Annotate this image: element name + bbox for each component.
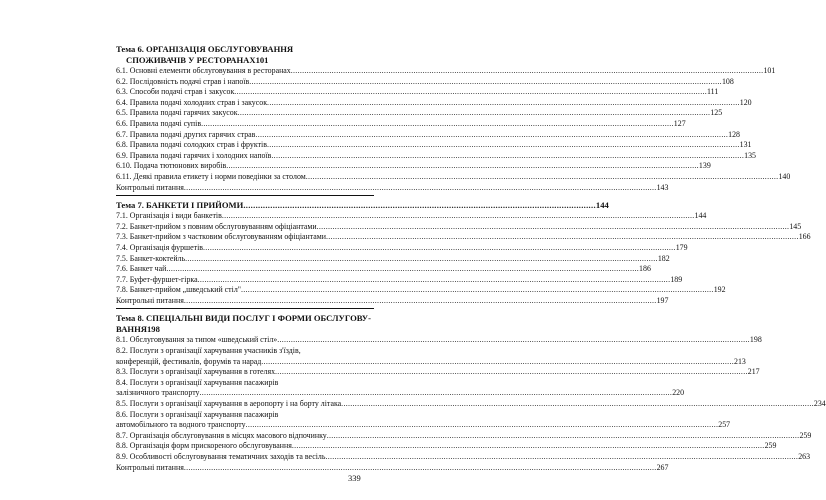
toc-entry-title: 8.2. Послуги з організації харчування учасників з'їздів, (116, 346, 301, 356)
toc-entry-title: 6.5. Правила подачі гарячих закусок (116, 108, 238, 118)
section-heading (116, 44, 374, 66)
section-heading-line1: Тема 7. БАНКЕТИ І ПРИЙОМИ (116, 200, 244, 211)
section-items (116, 211, 811, 306)
toc-entry-title: 6.7. Правила подачі других гарячих страв (116, 129, 256, 139)
toc-entry-page: 125 (710, 108, 723, 118)
toc-entry-title: 7.2. Банкет-прийом з повним обслуговуванням офіціантами (116, 221, 317, 231)
toc-entry (116, 295, 669, 307)
toc-entry (116, 420, 731, 431)
toc-entry-page: 135 (744, 150, 756, 160)
toc-entry (116, 335, 762, 346)
section-6 (116, 44, 791, 193)
toc-entry (116, 253, 670, 265)
toc-entry (116, 410, 374, 421)
section-heading-line2: ВАННЯ (116, 324, 147, 335)
toc-entry (116, 242, 688, 254)
toc-entry (116, 399, 826, 410)
section-8 (116, 313, 826, 473)
toc-entry-title: 7.3. Банкет-прийом з частковим обслуговуванням офіціантами (116, 232, 327, 242)
toc-entry (116, 221, 802, 233)
toc-leader-dots (291, 66, 764, 77)
toc-entry (116, 171, 791, 183)
toc-entry (116, 367, 760, 378)
toc-entry-title: 6.4. Правила подачі холодних страв і закусок (116, 97, 268, 107)
toc-entry-title: 6.1. Основні елементи обслуговування в ресторанах (116, 66, 291, 75)
toc-entry-page: 220 (672, 388, 685, 398)
toc-entry-title: 6.9. Правила подачі гарячих і холодних напоїв (116, 150, 272, 160)
toc-entry (116, 388, 685, 399)
toc-entry-page: 144 (694, 211, 707, 221)
toc-leader-dots (185, 254, 658, 265)
toc-entry-title: 7.7. Буфет-фуршет-гірка (116, 274, 198, 284)
toc-entry-title: 7.4. Організація фуршетів (116, 242, 203, 252)
toc-leader-dots (203, 243, 676, 254)
toc-leader-dots (261, 357, 734, 368)
section-items (116, 66, 791, 193)
toc-entry-page: 217 (747, 367, 760, 377)
toc-entry (116, 161, 711, 172)
toc-leader-dots (271, 151, 744, 162)
toc-leader-dots (325, 452, 798, 463)
section-items (116, 335, 826, 473)
toc-entry-title: 8.1. Обслуговування за типом «шведський стіл» (116, 335, 278, 345)
toc-entry (116, 232, 811, 243)
toc-leader-dots (166, 264, 639, 275)
page-number: 339 (348, 473, 361, 483)
toc-entry-page: 189 (670, 274, 683, 284)
toc-entry-page: 197 (656, 295, 669, 305)
toc-entry-title: 6.6. Правила подачі супів (116, 118, 202, 128)
toc-entry-title: 6.8. Правила подачі солодких страв і фруктів (116, 140, 267, 150)
toc-entry-page: 120 (739, 97, 752, 107)
section-heading-page: 144 (595, 200, 609, 211)
toc-leader-dots (234, 87, 707, 98)
toc-entry-page: 179 (675, 242, 688, 252)
toc-entry (116, 452, 811, 463)
toc-leader-dots (267, 98, 740, 109)
toc-entry-page: 108 (721, 76, 734, 86)
section-heading-line2: СПОЖИВАЧІВ У РЕСТОРАНАХ (126, 55, 256, 65)
toc-entry-title: 7.1. Організація і види банкетів (116, 211, 222, 221)
toc-entry-title: автомобільного та водного транспорту (116, 420, 246, 430)
toc-leader-dots (201, 119, 674, 130)
section-7 (116, 200, 811, 306)
toc-entry-page: 182 (657, 253, 670, 263)
toc-leader-dots (277, 335, 750, 346)
toc-entry-title: 8.5. Послуги з організації харчування в аеропорту і на борту літака (116, 399, 342, 409)
toc-entry (116, 76, 734, 88)
toc-entry-page: 259 (764, 441, 777, 451)
toc-entry-page: 259 (799, 430, 812, 440)
toc-entry-title: залізничного транспорту (116, 388, 200, 398)
toc-entry (116, 264, 651, 275)
toc-entry-title: 8.7. Організація обслуговування в місцях масового відпочинку (116, 430, 327, 440)
toc-entry (116, 87, 719, 98)
toc-entry-title: 8.6. Послуги з організації харчування пасажирів (116, 409, 279, 419)
section-heading (116, 313, 374, 335)
toc-leader-dots (306, 172, 779, 183)
toc-entry-page: 186 (639, 264, 651, 274)
toc-leader-dots (275, 367, 748, 378)
toc-entry (116, 430, 812, 442)
toc-entry-page: 140 (778, 171, 791, 181)
toc-entry-title: 8.3. Послуги з організації харчування в готелях (116, 367, 276, 377)
toc-entry (116, 346, 374, 357)
divider (116, 195, 374, 196)
toc-entry-title: 7.5. Банкет-коктейль (116, 253, 186, 263)
toc-entry (116, 356, 746, 368)
toc-entry-title: Контрольні питання (116, 295, 184, 305)
toc-entry-title: 8.4. Послуги з організації харчування пасажирів (116, 377, 279, 387)
toc-leader-dots (249, 77, 722, 88)
toc-leader-dots (241, 285, 714, 296)
toc-leader-dots (292, 441, 765, 452)
toc-entry-page: 257 (718, 420, 731, 430)
section-heading-line1: Тема 6. ОРГАНІЗАЦІЯ ОБСЛУГОВУВАННЯ (116, 44, 294, 54)
toc-leader-dots (267, 140, 740, 151)
toc-entry-page: 128 (728, 129, 740, 139)
toc-entry-page: 198 (749, 335, 762, 345)
section-heading-line1: Тема 8. СПЕЦІАЛЬНІ ВИДИ ПОСЛУГ І ФОРМИ ОБСЛУГОВУ- (116, 313, 371, 324)
toc-entry-page: 166 (798, 232, 811, 242)
toc-entry-title: 6.10. Подача тютюнових виробів (116, 161, 227, 171)
toc-leader-dots (238, 108, 711, 119)
toc-leader-dots (198, 275, 671, 286)
toc-leader-dots (226, 161, 699, 172)
toc-leader-dots (246, 420, 719, 431)
section-heading-page: 198 (146, 324, 160, 335)
toc-entry (116, 441, 777, 452)
toc-entry (116, 378, 374, 389)
toc-leader-dots (222, 211, 695, 222)
toc-entry-page: 143 (656, 182, 669, 192)
toc-entry (116, 182, 669, 194)
toc-entry (116, 108, 723, 119)
toc-leader-dots (317, 222, 790, 233)
toc-entry-page: 139 (698, 161, 711, 171)
toc-entry-title: Контрольні питання (116, 182, 184, 192)
toc-entry-title: 7.8. Банкет-прийом „шведський стіл" (116, 285, 241, 295)
toc-leader-dots (326, 232, 799, 243)
toc-entry-title: 6.3. Способи подачі страв і закусок (116, 87, 235, 97)
table-of-contents (116, 44, 826, 473)
toc-entry-title: Контрольні питання (116, 462, 184, 472)
toc-entry-title: конференцій, фестивалів, форумів та нарад (116, 356, 262, 366)
toc-entry-page: 127 (673, 118, 686, 128)
toc-entry-page: 131 (739, 140, 752, 150)
toc-entry (116, 462, 669, 474)
toc-entry-page: 234 (813, 399, 826, 409)
toc-entry-page: 192 (713, 285, 726, 295)
toc-entry-page: 145 (789, 221, 802, 231)
toc-entry (116, 66, 776, 77)
toc-entry-title: 8.9. Особливості обслуговування тематичних заходів та весіль (116, 452, 326, 461)
toc-entry (116, 285, 726, 296)
toc-entry (116, 211, 707, 222)
toc-entry-title: 7.6. Банкет чай (116, 264, 167, 274)
toc-entry-title: 6.11. Деякі правила етикету і норми поведінки за столом (116, 171, 306, 181)
toc-entry (116, 97, 752, 109)
toc-entry-page: 263 (798, 452, 811, 461)
toc-entry-page: 213 (734, 356, 746, 366)
section-heading-page: 101 (255, 55, 269, 65)
toc-entry (116, 129, 740, 141)
toc-entry (116, 274, 683, 286)
toc-entry-page: 101 (763, 66, 776, 75)
toc-leader-dots (184, 183, 657, 194)
toc-entry (116, 118, 686, 130)
toc-leader-dots (184, 463, 657, 474)
toc-entry-page: 111 (707, 87, 719, 97)
toc-entry-page: 267 (656, 462, 669, 472)
toc-leader-dots (255, 130, 728, 141)
toc-entry-title: 8.8. Організація форм прискореного обслуговування (116, 441, 292, 451)
section-heading: Тема 7. БАНКЕТИ І ПРИЙОМИ ................................................................................................................................................ 144 (116, 200, 609, 211)
toc-entry-title: 6.2. Послідовність подачі страв і напоїв (116, 76, 250, 86)
toc-entry (116, 140, 752, 151)
toc-leader-dots (184, 296, 657, 307)
divider (116, 308, 374, 309)
toc-leader-dots (327, 431, 800, 442)
toc-entry (116, 150, 756, 162)
toc-leader-dots (341, 399, 814, 410)
toc-leader-dots (200, 388, 673, 399)
